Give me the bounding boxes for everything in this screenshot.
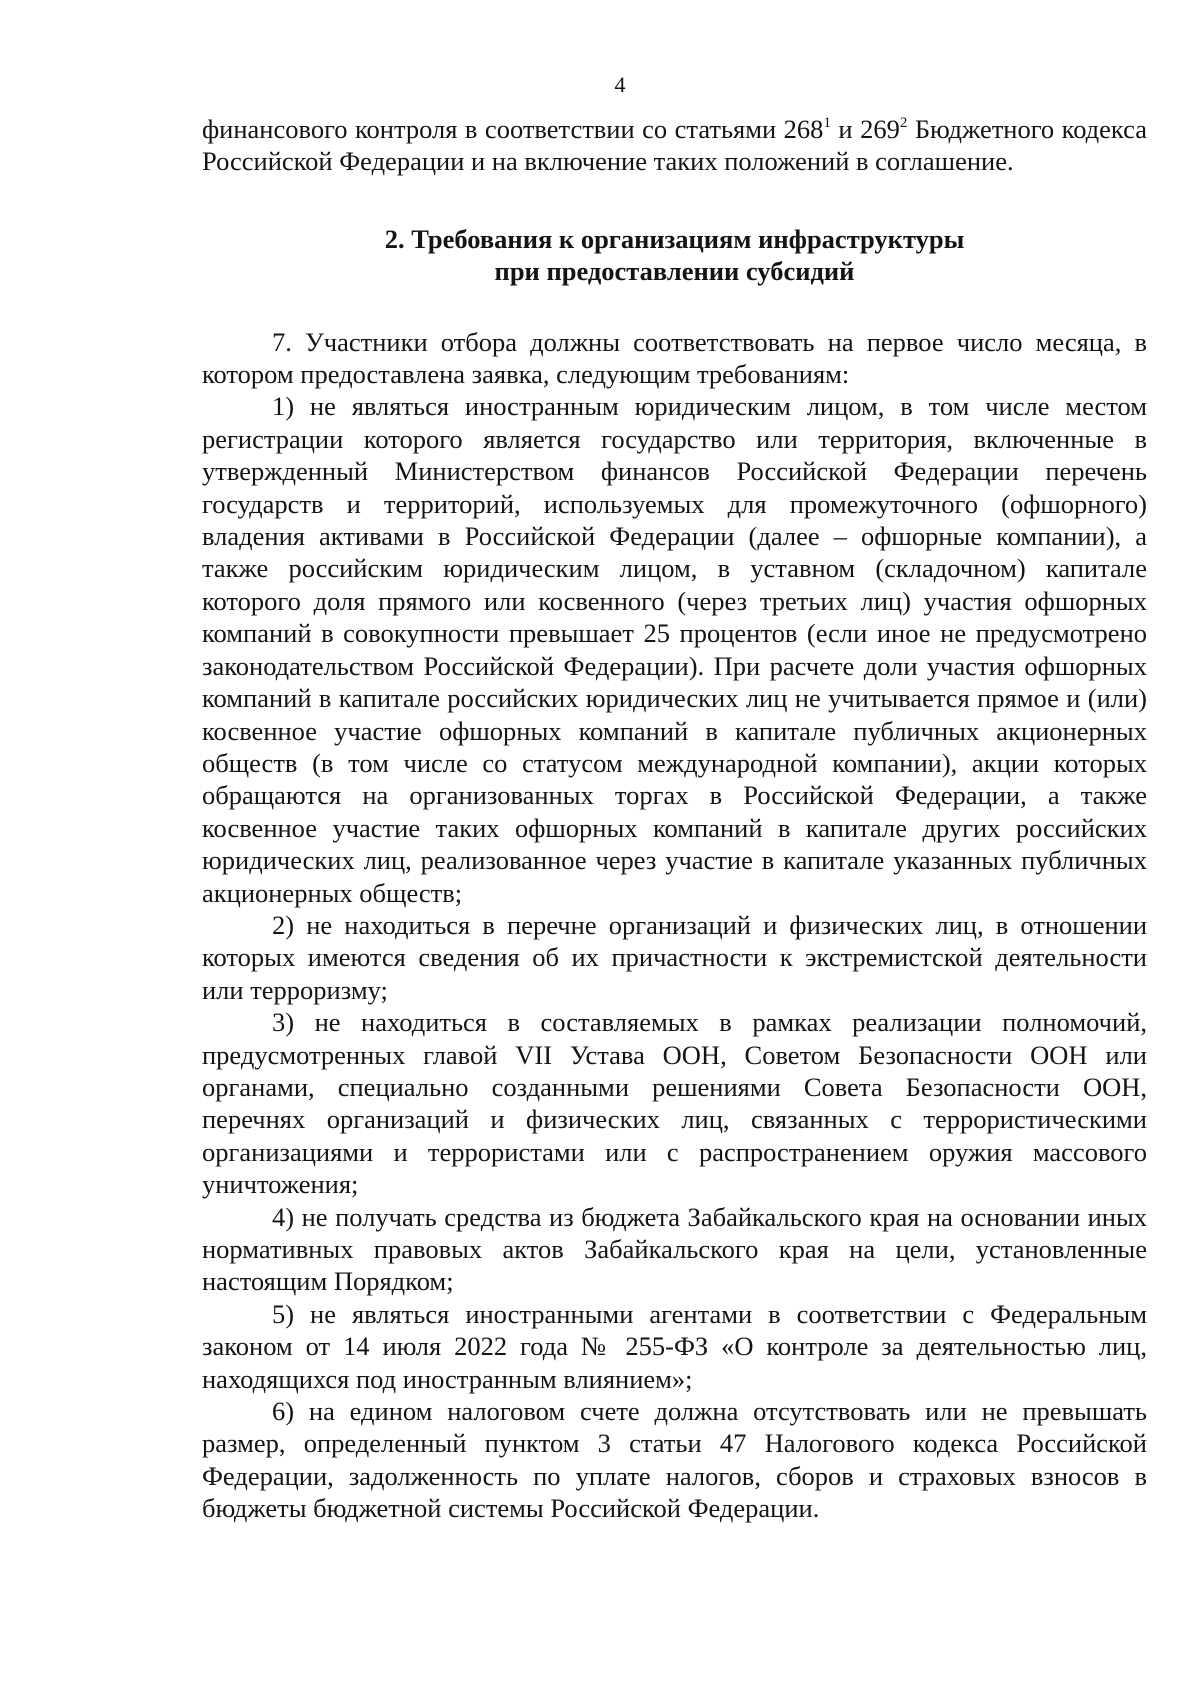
requirement-item-1: 1) не являться иностранным юридическим лицом, в том числе местом регистрации которого является государство или территория, включенные в утвержденный Министерством финансов Российской Федерации перечень государств и территорий, используемых для промежуточного (офшорного) владения активами в Российской Федерации (далее – офшорные компании), а также российским юридическим лицом, в уставном (складочном) капитале которого доля прямого или косвенного (через третьих лиц) участия офшорных компаний в совокупности превышает 25 процентов (если иное не предусмотрено законодательством Российской Федерации). При расчете доли участия офшорных компаний в капитале российских юридических лиц не учитывается прямое и (или) косвенное участие офшорных компаний в капитале публичных акционерных обществ (в том числе со статусом международной компании), акции которых обращаются на организованных торгах в Российской Федерации, а также косвенное участие таких офшорных компаний в капитале других российских юридических лиц, реализованное через участие в капитале указанных публичных акционерных обществ; — [202, 391, 1147, 908]
footnote-superscript-2: 2 — [899, 115, 908, 131]
section-heading-line-1: 2. Требования к организациям инфраструктуры — [384, 223, 965, 254]
requirement-item-6: 6) на едином налоговом счете должна отсутствовать или не превышать размер, определенный пунктом 3 статьи 47 Налогового кодекса Российской Федерации, задолженность по уплате налогов, сборов и страховых взносов в бюджеты бюджетной системы Российской Федерации. — [202, 1396, 1147, 1524]
document-body — [202, 113, 1147, 1525]
requirement-item-5: 5) не являться иностранными агентами в соответствии с Федеральным законом от 14 июля 2022 года № 255-ФЗ «О контроле за деятельностью лиц, находящихся под иностранным влиянием»; — [202, 1298, 1147, 1394]
section-heading-line-2: при предоставлении субсидий — [494, 256, 855, 287]
intro-text-part2: и 269 — [830, 114, 900, 144]
requirement-item-3: 3) не находиться в составляемых в рамках реализации полномочий, предусмотренных главой VII Устава ООН, Советом Безопасности ООН или органами, специально созданными решениями Совета Безопасности ООН, перечнях организаций и физических лиц, связанных с террористическими организациями и террористами или с распространением оружия массового уничтожения; — [202, 1007, 1147, 1200]
section-heading — [202, 223, 1147, 288]
requirement-item-4: 4) не получать средства из бюджета Забайкальского края на основании иных нормативных правовых актов Забайкальского края на цели, установленные настоящим Порядком; — [202, 1201, 1147, 1297]
intro-text-part3: Бюджетного кодекса Российской Федерации и на включение таких положений в соглашение. — [202, 114, 1147, 177]
intro-text-part1: финансового контроля в соответствии со статьями 268 — [202, 114, 824, 144]
clause-7-paragraph: 7. Участники отбора должны соответствовать на первое число месяца, в котором предоставлена заявка, следующим требованиям: — [202, 326, 1147, 390]
intro-paragraph — [202, 113, 1147, 178]
footnote-superscript-1: 1 — [823, 115, 831, 131]
requirement-item-2: 2) не находиться в перечне организаций и физических лиц, в отношении которых имеются сведения об их причастности к экстремистской деятельности или терроризму; — [202, 909, 1147, 1005]
page-number: 4 — [614, 72, 626, 97]
